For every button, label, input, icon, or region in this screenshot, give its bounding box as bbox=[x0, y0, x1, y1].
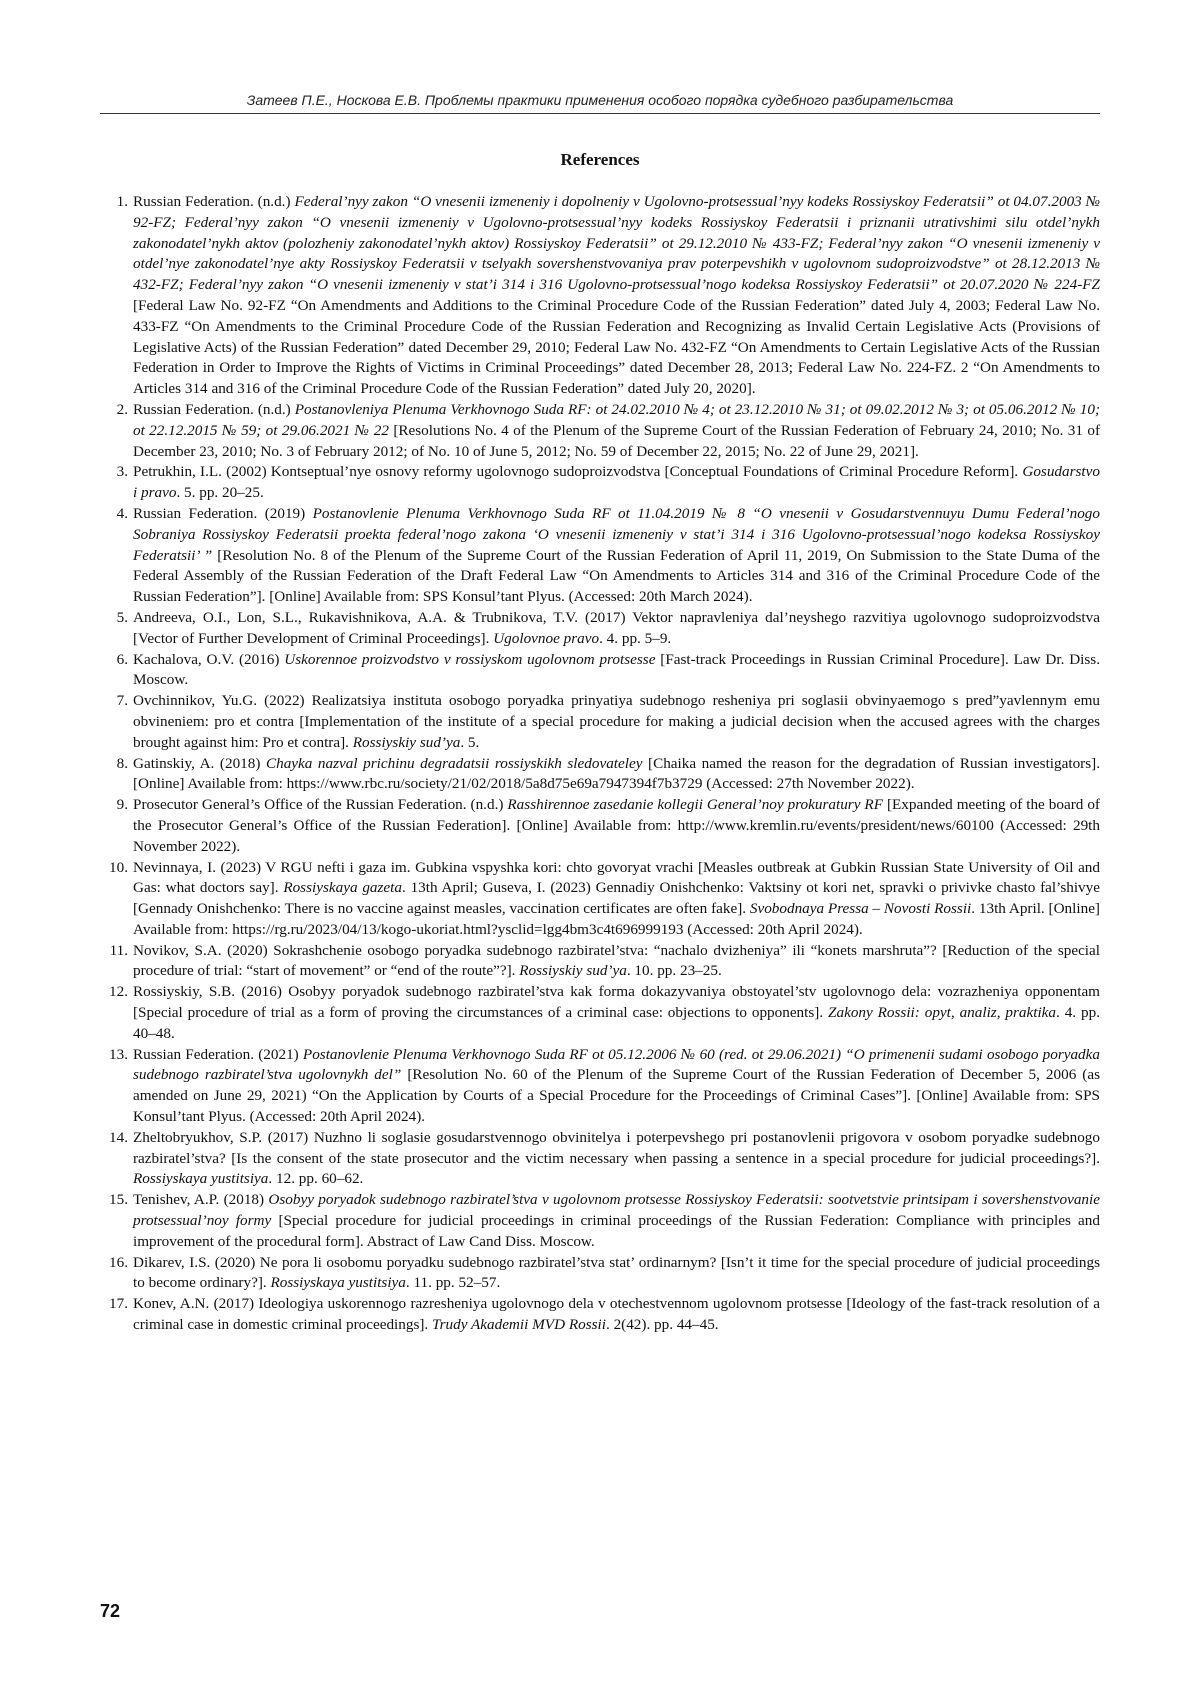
reference-italic-title: Rasshirennoe zasedanie kollegii General’noy prokuratury RF bbox=[507, 796, 883, 813]
reference-italic-title: Trudy Akademii MVD Rossii bbox=[432, 1316, 606, 1333]
reference-item bbox=[100, 941, 1100, 983]
reference-text: . 5. pp. 20–25. bbox=[176, 484, 263, 501]
reference-text: Russian Federation. (2019) bbox=[133, 505, 313, 522]
reference-item bbox=[100, 650, 1100, 692]
header-divider bbox=[100, 113, 1100, 114]
reference-italic-title: Rossiyskaya yustitsiya bbox=[270, 1274, 405, 1291]
reference-text: Konev, A.N. (2017) Ideologiya uskorennogo razresheniya ugolovnogo dela v otechestvennom ugolovnom protsesse [Ideology of the fast-track resolution of a criminal case in domestic criminal proceedings]. bbox=[133, 1295, 1100, 1333]
reference-text: Andreeva, O.I., Lon, S.L., Rukavishnikova, A.A. & Trubnikova, T.V. (2017) Vektor napravleniya dal’neyshego razvitiya ugolovnogo sudoproizvodstva [Vector of Further Development of Criminal Proceedings]. bbox=[133, 609, 1100, 647]
reference-text: . 5. bbox=[460, 734, 479, 751]
reference-item bbox=[100, 1294, 1100, 1336]
reference-text: Ovchinnikov, Yu.G. (2022) Realizatsiya instituta osobogo poryadka prinyatiya sudebnogo resheniya pri soglasii obvinyaemogo s pred”yavlennym emu obvineniem: pro et contra [Implementation of the institute of a special procedure for making a judicial decision when the accused agrees with the charges brought against him: Pro et contra]. bbox=[133, 692, 1100, 751]
reference-number: 6. bbox=[100, 650, 128, 671]
reference-item bbox=[100, 858, 1100, 941]
reference-item bbox=[100, 754, 1100, 796]
reference-text: . 13th April; Guseva, I. (2023) Gennadiy Onishchenko: Vaktsiny ot kori net, spravki o privivke chasto fal’shivye [Gennady Onishchenko: There is no vaccine against measles, vaccination certificates are often fake]. bbox=[133, 879, 1100, 917]
reference-number: 8. bbox=[100, 754, 128, 775]
reference-italic-title: Chayka nazval prichinu degradatsii rossiyskikh sledovateley bbox=[266, 755, 643, 772]
reference-item bbox=[100, 400, 1100, 462]
reference-italic-title: Svobodnaya Pressa – Novosti Rossii bbox=[750, 900, 971, 917]
reference-number: 4. bbox=[100, 504, 128, 525]
reference-number: 9. bbox=[100, 795, 128, 816]
reference-text: . 4. pp. 5–9. bbox=[599, 630, 671, 647]
reference-italic-title: Uskorennoe proizvodstvo v rossiyskom ugolovnom protsesse bbox=[284, 651, 655, 668]
reference-italic-title: Rossiyskiy sud’ya bbox=[519, 962, 627, 979]
reference-italic-title: Postanovlenie Plenuma Verkhovnogo Suda RF ot 11.04.2019 № 8 “O vnesenii v Gosudarstvennuyu Dumu Federal’nogo Sobraniya Rossiyskoy Federatsii proekta federal’nogo zakona ‘O vnesenii izmeneniy v stat’i 314 i 316 Ugolovno-protsessual’nogo kodeksa Rossiyskoy Federatsii’ ” bbox=[133, 505, 1100, 564]
reference-number: 12. bbox=[100, 982, 128, 1003]
reference-text: Novikov, S.A. (2020) Sokrashchenie osobogo poryadka sudebnogo razbiratel’stva: “nachalo dvizheniya” ili “konets marshruta”? [Reduction of the special procedure of trial: “start of movement” or “end of the route”?]. bbox=[133, 942, 1100, 980]
reference-number: 5. bbox=[100, 608, 128, 629]
reference-item bbox=[100, 691, 1100, 753]
reference-text: Tenishev, A.P. (2018) bbox=[133, 1191, 268, 1208]
reference-text: . 10. pp. 23–25. bbox=[627, 962, 722, 979]
reference-item bbox=[100, 1128, 1100, 1190]
reference-number: 11. bbox=[100, 941, 128, 962]
reference-text: [Resolutions No. 4 of the Plenum of the Supreme Court of the Russian Federation of February 24, 2010; No. 31 of December 23, 2010; No. 3 of February 2012; of No. 10 of June 5, 2012; No. 59 of December 22, 2015; No. 22 of June 29, 2021]. bbox=[133, 422, 1100, 460]
reference-text: Russian Federation. (n.d.) bbox=[133, 193, 294, 210]
reference-item bbox=[100, 462, 1100, 504]
reference-text: [Special procedure for judicial proceedings in criminal proceedings of the Russian Federation: Compliance with principles and improvement of the procedural form]. Abstract of Law Cand Diss. Moscow. bbox=[133, 1212, 1100, 1250]
reference-italic-title: Federal’nyy zakon “O vnesenii izmeneniy i dopolneniy v Ugolovno-protsessual’nyy kodeks Rossiyskoy Federatsii” ot 04.07.2003 № 92-FZ; Federal’nyy zakon “O vnesenii izmeneniy v Ugolovno-protsessual’nyy kodeks Rossiyskoy Federatsii i priznanii utrativshimi silu otdel’nykh zakonodatel’nykh aktov (polozheniy zakonodatel’nykh aktov) Rossiyskoy Federatsii” ot 29.12.2010 № 433-FZ; Federal’nyy zakon “O vnesenii izmeneniy v otdel’nye zakonodatel’nye akty Rossiyskoy Federatsii v tselyakh sovershenstvovaniya prav poterpevshikh v ugolovnom sudoproizvodstve” ot 28.12.2013 № 432-FZ; Federal’nyy zakon “O vnesenii izmeneniy v stat’i 314 i 316 Ugolovno-protsessual’nogo kodeksa Rossiyskoy Federatsii” ot 20.07.2020 № 224-FZ bbox=[133, 193, 1100, 293]
reference-italic-title: Rossiyskiy sud’ya bbox=[353, 734, 461, 751]
reference-item bbox=[100, 1253, 1100, 1295]
reference-number: 2. bbox=[100, 400, 128, 421]
page-number: 72 bbox=[100, 1601, 120, 1622]
reference-text: Russian Federation. (2021) bbox=[133, 1046, 303, 1063]
reference-number: 17. bbox=[100, 1294, 128, 1315]
reference-item bbox=[100, 1190, 1100, 1252]
reference-list bbox=[100, 192, 1100, 1336]
reference-text: [Resolution No. 60 of the Plenum of the Supreme Court of the Russian Federation of December 5, 2006 (as amended on June 29, 2021) “On the Application by Courts of a Special Procedure for the Proceedings of Criminal Cases”]. [Online] Available from: SPS Konsul’tant Plyus. (Accessed: 20th April 2024). bbox=[133, 1066, 1100, 1125]
reference-text: Rossiyskiy, S.B. (2016) Osobyy poryadok sudebnogo razbiratel’stva kak forma dokazyvaniya obstoyatel’stv ugolovnogo dela: vozrazheniya opponentam [Special procedure of trial as a form of proving the circumstances of a criminal case: objections to opponents]. bbox=[133, 983, 1100, 1021]
reference-item bbox=[100, 1045, 1100, 1128]
reference-italic-title: Rossiyskaya yustitsiya bbox=[133, 1170, 268, 1187]
reference-number: 15. bbox=[100, 1190, 128, 1211]
reference-italic-title: Ugolovnoe pravo bbox=[493, 630, 599, 647]
running-header: Затеев П.Е., Носкова Е.В. Проблемы практики применения особого порядка судебного разбирательства bbox=[100, 92, 1100, 108]
reference-text: Russian Federation. (n.d.) bbox=[133, 401, 295, 418]
reference-item bbox=[100, 795, 1100, 857]
reference-text: [Expanded meeting of the board of the Prosecutor General’s Office of the Russian Federation]. [Online] Available from: http://www.kremlin.ru/events/president/news/60100 (Accessed: 29th November 2022). bbox=[133, 796, 1100, 855]
reference-italic-title: Postanovlenie Plenuma Verkhovnogo Suda RF ot 05.12.2006 № 60 (red. ot 29.06.2021) “O primenenii sudami osobogo poryadka sudebnogo razbiratel’stva ugolovnykh del” bbox=[133, 1046, 1100, 1084]
reference-text: Prosecutor General’s Office of the Russian Federation. (n.d.) bbox=[133, 796, 507, 813]
reference-italic-title: Gosudarstvo i pravo bbox=[133, 463, 1100, 501]
reference-text: Dikarev, I.S. (2020) Ne pora li osobomu poryadku sudebnogo razbiratel’stva stat’ ordinarnym? [Isn’t it time for the special procedure of judicial proceedings to become ordinary?]. bbox=[133, 1254, 1100, 1292]
reference-italic-title: Rossiyskaya gazeta bbox=[283, 879, 402, 896]
reference-text: Zheltobryukhov, S.P. (2017) Nuzhno li soglasie gosudarstvennogo obvinitelya i poterpevshego pri postanovlenii prigovora v osobom poryadke sudebnogo razbiratel’stva? [Is the consent of the state prosecutor and the victim necessary when passing a sentence in a special procedure for judicial proceedings?]. bbox=[133, 1129, 1100, 1167]
reference-text: Kachalova, O.V. (2016) bbox=[133, 651, 284, 668]
reference-italic-title: Osobyy poryadok sudebnogo razbiratel’stva v ugolovnom protsesse Rossiyskoy Federatsii: sootvetstvie printsipam i sovershenstvovanie protsessual’noy formy bbox=[133, 1191, 1100, 1229]
reference-text: Gatinskiy, A. (2018) bbox=[133, 755, 266, 772]
reference-item bbox=[100, 982, 1100, 1044]
reference-text: Petrukhin, I.L. (2002) Kontseptual’nye osnovy reformy ugolovnogo sudoproizvodstva [Conceptual Foundations of Criminal Procedure Reform]. bbox=[133, 463, 1022, 480]
reference-number: 13. bbox=[100, 1045, 128, 1066]
reference-text: . 4. pp. 40–48. bbox=[133, 1004, 1100, 1042]
reference-number: 3. bbox=[100, 462, 128, 483]
reference-text: . 2(42). pp. 44–45. bbox=[606, 1316, 719, 1333]
reference-text: . 12. pp. 60–62. bbox=[268, 1170, 363, 1187]
reference-italic-title: Zakony Rossii: opyt, analiz, praktika bbox=[828, 1004, 1056, 1021]
reference-number: 14. bbox=[100, 1128, 128, 1149]
reference-text: [Fast-track Proceedings in Russian Criminal Procedure]. Law Dr. Diss. Moscow. bbox=[133, 651, 1100, 689]
reference-italic-title: Postanovleniya Plenuma Verkhovnogo Suda RF: ot 24.02.2010 № 4; ot 23.12.2010 № 31; ot 09.02.2012 № 3; ot 05.06.2012 № 10; ot 22.12.2015 № 59; ot 29.06.2021 № 22 bbox=[133, 401, 1100, 439]
reference-number: 10. bbox=[100, 858, 128, 879]
reference-item bbox=[100, 608, 1100, 650]
reference-text: . 11. pp. 52–57. bbox=[406, 1274, 500, 1291]
reference-number: 1. bbox=[100, 192, 128, 213]
reference-text: Nevinnaya, I. (2023) V RGU nefti i gaza im. Gubkina vspyshka kori: chto govoryat vrachi [Measles outbreak at Gubkin Russian State University of Oil and Gas: what doctors say]. bbox=[133, 859, 1100, 897]
section-title: References bbox=[100, 150, 1100, 170]
reference-number: 16. bbox=[100, 1253, 128, 1274]
reference-item bbox=[100, 192, 1100, 400]
reference-text: [Chaika named the reason for the degradation of Russian investigators]. [Online] Available from: https://www.rbc.ru/society/21/02/2018/5a8d75e69a7947394f7b3729 (Accessed: 27th November 2022). bbox=[133, 755, 1100, 793]
reference-item bbox=[100, 504, 1100, 608]
reference-text: [Resolution No. 8 of the Plenum of the Supreme Court of the Russian Federation of April 11, 2019, On Submission to the State Duma of the Federal Assembly of the Russian Federation of the Draft Federal Law “On Amendments to Articles 314 and 316 of the Criminal Procedure Code of the Russian Federation”]. [Online] Available from: SPS Konsul’tant Plyus. (Accessed: 20th March 2024). bbox=[133, 547, 1100, 606]
reference-text: . 13th April. [Online] Available from: https://rg.ru/2023/04/13/kogo-ukoriat.html?ysclid=lgg4bm3c4t696999193 (Accessed: 20th April 2024). bbox=[133, 900, 1100, 938]
reference-text: [Federal Law No. 92-FZ “On Amendments and Additions to the Criminal Procedure Code of the Russian Federation” dated July 4, 2003; Federal Law No. 433-FZ “On Amendments to the Criminal Procedure Code of the Russian Federation and Recognizing as Invalid Certain Legislative Acts (Provisions of Legislative Acts) of the Russian Federation” dated December 29, 2010; Federal Law No. 432-FZ “On Amendments to Certain Legislative Acts of the Russian Federation in Order to Improve the Rights of Victims in Criminal Proceedings” dated December 28, 2013; Federal Law No. 224-FZ. 2 “On Amendments to Articles 314 and 316 of the Criminal Procedure Code of the Russian Federation” dated July 20, 2020]. bbox=[133, 297, 1100, 397]
reference-number: 7. bbox=[100, 691, 128, 712]
